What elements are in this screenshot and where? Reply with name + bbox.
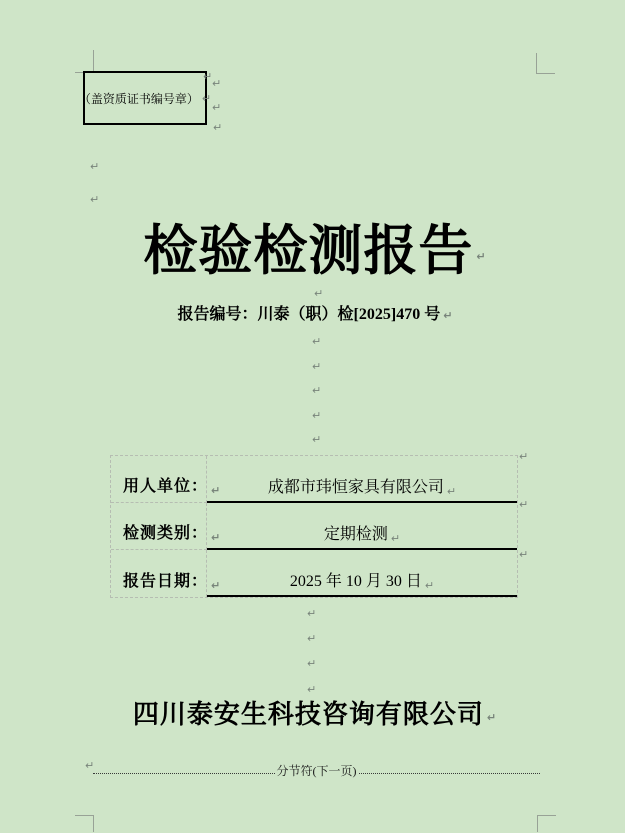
pilcrow-mark: ↵: [312, 409, 322, 422]
table-row: [111, 456, 517, 503]
section-break-marker: [93, 762, 540, 779]
field-label-text: 检测类别：: [123, 525, 209, 542]
issuing-company-text: 四川泰安生科技咨询有限公司: [132, 700, 484, 729]
field-value-report-date: [207, 550, 517, 597]
pilcrow-mark: ↵: [90, 160, 100, 173]
text-boundary-mark-top-left: [75, 50, 94, 73]
pilcrow-mark: ↵: [307, 607, 317, 620]
pilcrow-mark: ↵: [519, 548, 529, 561]
field-label-text: 用人单位：: [123, 478, 209, 495]
pilcrow-mark: ↵: [212, 101, 222, 114]
section-break-dots-right: [359, 772, 541, 774]
pilcrow-mark: ↵: [85, 759, 95, 772]
pilcrow-mark: ↵: [314, 287, 324, 300]
report-number-line: [93, 301, 537, 324]
field-label-employer: [111, 456, 222, 503]
pilcrow-mark: ↵: [212, 77, 222, 90]
pilcrow-mark: ↵: [211, 484, 222, 497]
document-title: [93, 208, 537, 285]
field-label-test-type: [111, 503, 222, 550]
pilcrow-mark: ↵: [312, 335, 322, 348]
document-title-text: 检验检测报告: [143, 221, 474, 281]
pilcrow-mark: ↵: [307, 657, 317, 670]
pilcrow-mark: ↵: [312, 433, 322, 446]
pilcrow-mark: ↵: [201, 91, 212, 105]
pilcrow-mark: ↵: [211, 579, 222, 592]
field-value-text: 2025 年 10 月 30 日: [289, 573, 422, 590]
section-break-dots-left: [93, 772, 275, 774]
pilcrow-mark: ↵: [519, 498, 529, 511]
issuing-company-name: [93, 694, 537, 731]
pilcrow-mark: ↵: [443, 308, 453, 322]
section-break-label: 分节符(下一页): [276, 764, 357, 778]
pilcrow-mark: ↵: [476, 250, 487, 264]
field-label-report-date: [111, 550, 222, 597]
pilcrow-mark: ↵: [390, 532, 401, 545]
text-boundary-mark-bottom-right: [537, 815, 556, 832]
report-info-table: [110, 455, 518, 598]
table-row: [111, 550, 517, 597]
pilcrow-mark: ↵: [446, 485, 457, 498]
field-label-text: 报告日期：: [123, 573, 209, 590]
stamp-placeholder-text: （盖资质证书编号章）: [78, 91, 199, 106]
field-value-employer: [207, 456, 517, 503]
pilcrow-mark: ↵: [211, 531, 222, 544]
pilcrow-mark: ↵: [213, 121, 223, 134]
table-row: [111, 503, 517, 550]
pilcrow-mark: ↵: [307, 632, 317, 645]
report-number-text: 报告编号：川泰（职）检[2025]470 号: [177, 306, 441, 323]
text-boundary-mark-bottom-left: [75, 815, 94, 832]
pilcrow-mark: ↵: [203, 70, 213, 83]
stamp-placeholder-box: [78, 71, 212, 125]
field-value-text: 成都市玮恒家具有限公司: [267, 479, 444, 496]
pilcrow-mark: ↵: [307, 683, 317, 696]
field-value-text: 定期检测: [323, 526, 388, 543]
field-value-test-type: [207, 503, 517, 550]
pilcrow-mark: ↵: [519, 450, 529, 463]
pilcrow-mark: ↵: [486, 710, 498, 724]
pilcrow-mark: ↵: [90, 193, 100, 206]
pilcrow-mark: ↵: [424, 579, 435, 592]
pilcrow-mark: ↵: [312, 384, 322, 397]
pilcrow-mark: ↵: [312, 360, 322, 373]
text-boundary-mark-top-right: [536, 53, 555, 74]
